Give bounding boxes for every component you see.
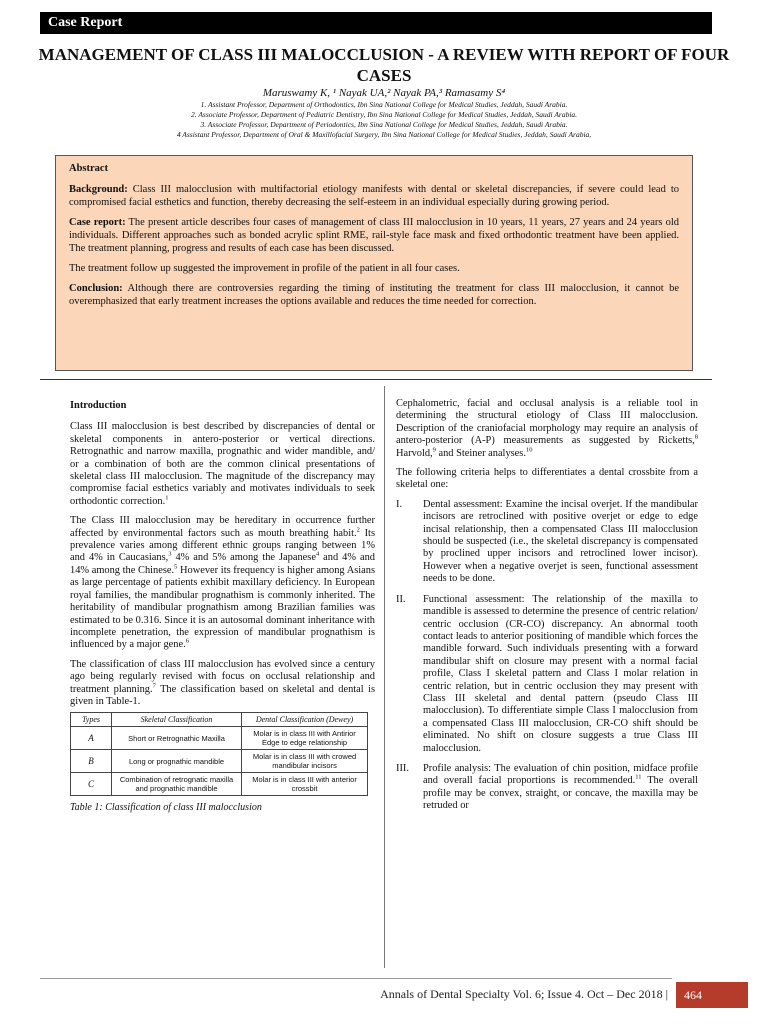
footer-separator: | [665,987,668,1001]
table-cell-type: C [71,773,112,796]
article-type-label: Case Report [48,15,123,30]
right-p1-text: and Steiner analyses. [435,447,526,459]
intro-p2-text: 4% and 5% among the Japanese [171,552,316,564]
citation: 3 [168,551,172,558]
classification-table [70,712,368,796]
list-item-text: Profile analysis: The evaluation of chin position, midface profile and overall facial proportions is recommended. [423,762,698,787]
table-caption: Table 1: Classification of class III malocclusion [70,802,262,814]
table-cell-dental: Molar is in class III with Antirior Edge to edge relationship [242,727,368,750]
article-type-bar [40,12,712,34]
right-p1-text: Harvold, [396,447,433,459]
table-cell-skeletal: Long or prognathic mandible [112,750,242,773]
citation: 1 [165,494,169,502]
table-cell-type: A [71,727,112,750]
abstract-case-report [69,216,679,255]
list-item-text: Dental assessment: Examine the incisal overjet. If the mandibular incisors are retroclined with positive overjet or edge to edge incisal relationship, then a compensated Class III malocclusion should be suspected (i.e., the skeletal discrepancy is compensated by proclined upper incisors and retroclined lower incisor). However when a negative overjet is seen, functional assessment needs to be done. [423,498,698,585]
affiliation-1: 1. Assistant Professor, Department of Orthodontics, Ibn Sina National College for Medical Studies, Jeddah, Saudi Arabia. [200,100,568,109]
criteria-list [396,499,698,813]
table-row [71,773,368,796]
list-item [396,499,698,586]
table-cell-dental: Molar is in class III with crowed mandibular incisors [242,750,368,773]
abstract-background [69,183,679,209]
article-title: MANAGEMENT OF CLASS III MALOCCLUSION - A REVIEW WITH REPORT OF FOUR CASES [38,45,730,85]
table-cell-dental: Molar is in class III with anterior crossbit [242,773,368,796]
list-item [396,594,698,755]
list-number: II. [396,593,406,605]
list-number: I. [396,498,403,510]
abstract-followup: The treatment follow up suggested the improvement in profile of the patient in all four cases. [69,263,460,274]
table-cell-skeletal: Short or Retrognathic Maxilla [112,727,242,750]
table-cell-skeletal: Combination of retrognatic maxilla and prognathic mandible [112,773,242,796]
abstract-conclusion [69,282,679,308]
citation: 7 [152,682,156,690]
affiliation-3: 3. Associate Professor, Department of Periodontics, Ibn Sina National College for Medical Studies, Jeddah, Saudi Arabia. [200,120,568,129]
citation: 5 [174,563,178,571]
table-header-row [71,713,368,727]
intro-p2-text: and 4% and 14% among the Chinese. [70,552,375,576]
introduction-heading: Introduction [70,400,127,411]
table-row [71,727,368,750]
affiliations [0,100,768,140]
table-header: Types [71,713,112,727]
case-text: The present article describes four cases of management of class III malocclusion in 10 years, 11 years, 27 years and 24 years old individuals. Different approaches such as bonded acrylic splint RME, rail-style face mask and fixed orthodontic treatment have been applied. The treatment planning, progress and results of each case has been discussed. [69,217,679,254]
conclusion-text: Although there are controversies regarding the timing of instituting the treatment for class III malocclusion, it cannot be overemphasized that early treatment increases the options available and reduces the time needed for correction. [69,283,680,307]
left-column [70,400,375,965]
intro-paragraph-3 [70,659,375,709]
section-divider [40,379,712,380]
list-number: III. [396,762,409,774]
intro-p1-text: Class III malocclusion is best described by discrepancies of dental or skeletal components in antero-posterior or vertical directions. Retrognathic and narrow maxilla, prognathic and wider mandible, and/ or a combination of both are the common clinical presentations of skeletal class III malocclusion. The magnitude of the discrepancy may compromise facial esthetics variably and motivates individuals to seek orthodontic correction. [70,421,375,507]
list-item [396,763,698,813]
case-label: Case report: [69,217,126,228]
citation: 11 [635,773,642,781]
table-cell-type: B [71,750,112,773]
intro-paragraph-1 [70,421,375,508]
citation: 6 [185,637,189,645]
abstract-box [55,155,693,371]
intro-p3-text: The classification based on skeletal and dental is given in Table-1. [70,683,375,707]
citation: 9 [432,446,436,454]
right-p1-text: Cephalometric, facial and occlusal analysis is a reliable tool in determining the structural etiology of Class III malocclusion. Description of the craniofacial morphology may require an analysis of antero-posterior (A-P) measurements as suggested by Ricketts, [396,398,698,447]
column-divider [384,386,385,968]
journal-citation: Annals of Dental Specialty Vol. 6; Issue 4. Oct – Dec 2018 [380,987,663,1001]
table-header: Skeletal Classification [112,713,242,727]
footer-rule [40,978,672,979]
intro-p2-text: Its prevalence varies among different ethnic groups ranging between 1% and 4% in Caucasians, [70,527,375,564]
right-paragraph-1 [396,398,698,460]
page-number: 464 [676,982,748,1008]
citation: 2 [356,526,360,534]
conclusion-label: Conclusion: [69,283,123,294]
affiliation-4: 4 Assistant Professor, Department of Oral & Maxillofacial Surgery, Ibn Sina National College for Medical Studies, Jeddah, Saudi Arabia, [176,130,592,139]
abstract-heading: Abstract [69,163,109,174]
intro-paragraph-2 [70,515,375,651]
citation: 10 [525,446,533,454]
right-paragraph-2: The following criteria helps to differentiates a dental crossbite from a skeletal one: [396,467,698,491]
affiliation-2: 2. Associate Professor, Department of Pediatric Dentistry, Ibn Sina National College for Medical Studies, Jeddah, Saudi Arabia. [190,110,578,119]
background-text: Class III malocclusion with multifactorial etiology manifests with dental or skeletal discrepancies, if severe could lead to compromised facial esthetics and function, thereby decreasing the self-esteem in an individual especially during growing period. [69,184,680,208]
intro-p2-text: However its frequency is higher among Asians as large percentage of patients exhibit maxillary deficiency. In European royal families, the mandibular prognathism is commonly inherited. The heritability of mandibular prognathism among Brazilian families was estimated to be 0.316. Since it is an autosomal dominant inheritance with incomplete penetration, the expression of mandibular prognathism is influenced by a major gene. [70,564,375,651]
citation: 8 [694,433,698,441]
intro-p2-text: The Class III malocclusion may be hereditary in occurrence further affected by environmental factors such as mouth breathing habit. [70,515,375,539]
journal-footer [380,987,668,1002]
list-item-text: Functional assessment: The relationship of the maxilla to mandible is assessed to determine the presence of centric relation/ centric occlusion (CR-CO) discrepancy. An abnormal tooth contact leads to anterior positioning of mandible which forces the mandible forward. Such individuals presenting with a forward mandibular shift on closure may present with a normal facial profile, Class I skeletal pattern and Class I molar relation in centric relation, but in centric occlusion they may present with Class III skeletal and dental pattern (pseudo Class III malocclusion). To differentiate simple Class I malocclusion from a compensated Class III malocclusion, CR-CO shift should be eliminated. No shift on closure suggests a true Class III malocclusion. [423,593,698,754]
authors: Maruswamy K, ¹ Nayak UA,² Nayak PA,³ Ramasamy S⁴ [262,87,506,99]
table-row [71,750,368,773]
citation: 4 [315,551,320,558]
right-column [396,398,698,968]
background-label: Background: [69,184,128,195]
table-header: Dental Classification (Dewey) [242,713,368,727]
list-item-text: The overall profile may be convex, straight, or concave, the maxilla may be retruded or [423,775,698,812]
intro-p3-text: The classification of class III malocclusion has evolved since a century ago being regularly revised with focus on occlusal relationship and treatment planning. [70,658,375,695]
